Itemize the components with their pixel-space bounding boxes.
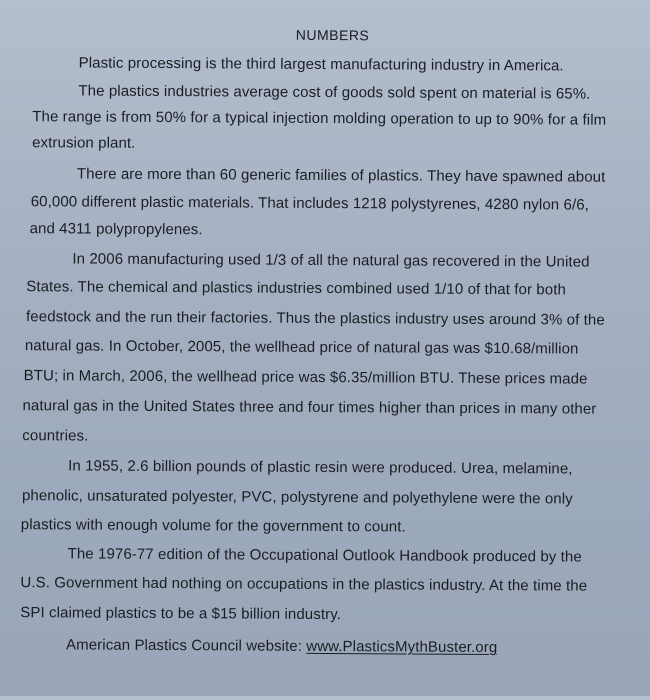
text-line: U.S. Government had nothing on occupations in the plastics industry. At the time the	[20, 574, 588, 595]
text-line: SPI claimed plastics to be a $15 billion industry.	[20, 604, 342, 624]
text-line: natural gas. In October, 2005, the wellhead price of natural gas was $10.68/million	[24, 337, 579, 358]
text-line: The plastics industries average cost of goods sold spent on material is 65%.	[78, 82, 591, 103]
text-line: phenolic, unsaturated polyester, PVC, polystyrene and polyethylene were the only	[21, 487, 573, 508]
text-line: Plastic processing is the third largest manufacturing industry in America.	[78, 54, 564, 75]
text-line: feedstock and the run their factories. Thus the plastics industry uses around 3% of the	[26, 308, 605, 329]
text-line: extrusion plant.	[32, 134, 136, 152]
text-line: BTU; in March, 2006, the wellhead price was $6.35/million BTU. These prices made	[23, 367, 588, 388]
text-line: There are more than 60 generic families of plastics. They have spawned about	[76, 165, 606, 186]
text-line: In 1955, 2.6 billion pounds of plastic resin were produced. Urea, melamine,	[68, 457, 573, 478]
text-line: 60,000 different plastic materials. That includes 1218 polystyrenes, 4280 nylon 6/6,	[30, 193, 589, 214]
text-line: natural gas in the United States three and four times higher than prices in many other	[22, 397, 597, 418]
text-line: The range is from 50% for a typical injection molding operation to up to 90% for a film	[32, 108, 607, 129]
text-line: countries.	[22, 427, 89, 445]
footer-line	[66, 636, 497, 657]
footer-label: American Plastics Council website:	[66, 636, 307, 655]
text-line: States. The chemical and plastics industries combined used 1/10 of that for both	[26, 278, 566, 299]
document-title: NUMBERS	[295, 26, 370, 44]
text-line: The 1976-77 edition of the Occupational Outlook Handbook produced by the	[67, 545, 582, 566]
website-link[interactable]: www.PlasticsMythBuster.org	[306, 637, 498, 657]
text-line: and 4311 polypropylenes.	[29, 220, 203, 239]
text-line: plastics with enough volume for the government to count.	[20, 516, 406, 536]
text-line: In 2006 manufacturing used 1/3 of all the natural gas recovered in the United	[72, 250, 590, 271]
